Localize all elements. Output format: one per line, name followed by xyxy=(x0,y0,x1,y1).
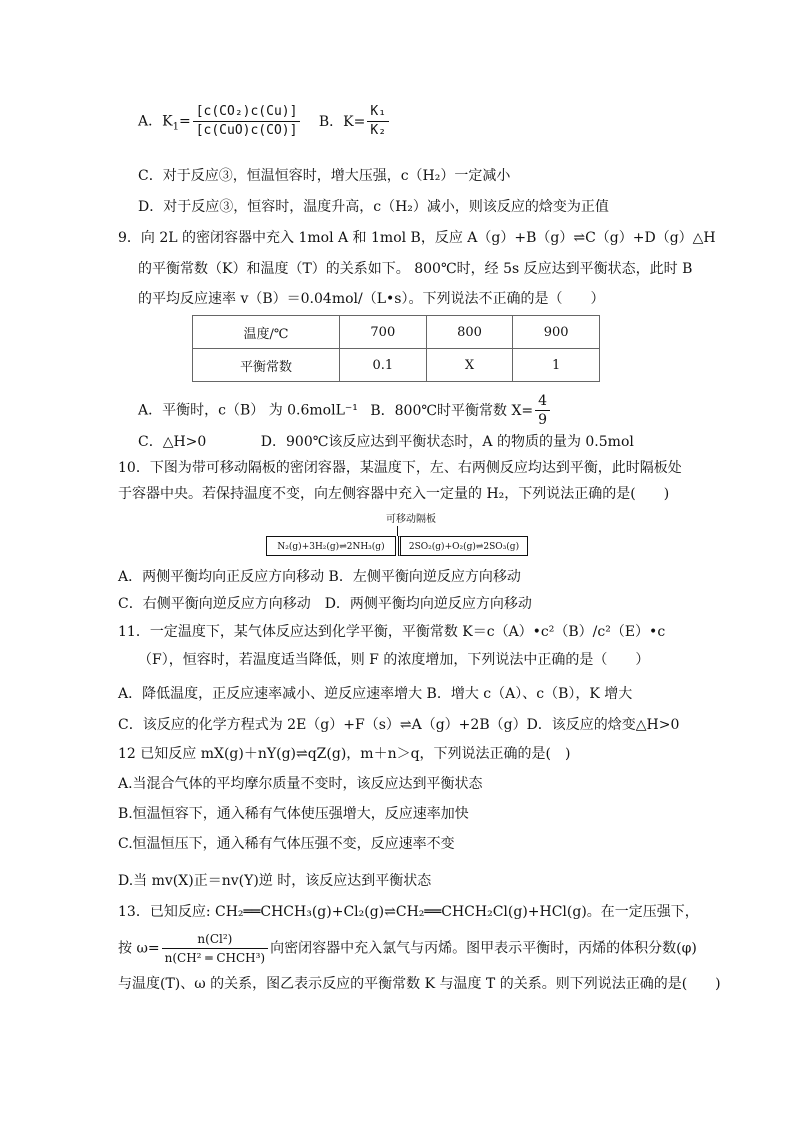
q10-stem-line-1: 10．下图为带可移动隔板的密闭容器，某温度下，左、右两侧反应均达到平衡，此时隔板处 xyxy=(118,460,682,476)
right-chamber: 2SO₂(g)+O₂(g)⇌2SO₃(g) xyxy=(398,536,528,556)
q10-option-cd: C．右侧平衡向逆反应方向移动 D．两侧平衡均向逆反应方向移动 xyxy=(118,596,532,612)
q11-stem-line-2: （F），恒容时，若温度适当降低，则 F 的浓度增加，下列说法中正确的是（ ） xyxy=(138,652,650,668)
partition-pointer xyxy=(397,526,398,536)
q13-stem-line-3: 与温度(T)、ω 的关系，图乙表示反应的平衡常数 K 与温度 T 的关系。则下列说法正确的是( ) xyxy=(118,976,721,992)
movable-partition-label: 可移动隔板 xyxy=(386,514,436,525)
q13-stem-line-2: 按 ω= $\frac{\text{n(Cl²)}}{\text{n(CH² ═ CHCH³)}}$ 向密闭容器中充入氯气与丙烯。图甲表示平衡时，丙烯的体积分数(φ) xyxy=(118,932,697,965)
q8-option-c: C．对于反应③，恒温恒容时，增大压强，c（H₂）一定减小 xyxy=(138,168,511,184)
table-cell: 900 xyxy=(513,316,600,349)
q13-stem-line-1: 13．已知反应: CH₂══CHCH₃(g)+Cl₂(g)⇌CH₂══CHCH₂Cl(g)+HCl(g)。在一定压强下， xyxy=(118,904,699,920)
q12-stem: 12 已知反应 mX(g)＋nY(g)⇌qZ(g)，m＋n＞q，下列说法正确的是( ) xyxy=(118,746,571,762)
q9-b-fraction: $\frac{4}{9}$ xyxy=(535,392,550,429)
table-cell: 1 xyxy=(513,349,600,382)
q9-stem-line-1: 9．向 2L 的密闭容器中充入 1mol A 和 1mol B，反应 A（g）+B（g）⇌C（g）+D（g）△H xyxy=(118,230,716,246)
q10-container-figure xyxy=(266,514,528,558)
q12-option-a: A.当混合气体的平均摩尔质量不变时，该反应达到平衡状态 xyxy=(118,776,483,792)
q9-stem-line-3: 的平均反应速率 v（B）＝0.04mol/（L•s）。下列说法不正确的是（ ） xyxy=(138,291,605,307)
table-row xyxy=(193,316,600,349)
q11-option-ab: A．降低温度，正反应速率减小、逆反应速率增大 B．增大 c（A）、c（B），K 增大 xyxy=(118,686,633,702)
q9-stem-line-2: 的平衡常数（K）和温度（T）的关系如下。 800℃时，经 5s 反应达到平衡状态，此时 B xyxy=(138,261,693,277)
table-cell: 800 xyxy=(426,316,513,349)
q11-option-cd: C．该反应的化学方程式为 2E（g）+F（s）⇌A（g）+2B（g）D．该反应的焓变△H>0 xyxy=(118,717,680,733)
q11-stem-line-1: 11．一定温度下，某气体反应达到化学平衡，平衡常数 K＝c（A）•c²（B）/c²（E）•c xyxy=(118,624,666,640)
table-cell: 0.1 xyxy=(340,349,427,382)
q9-constant-table xyxy=(192,315,600,382)
q10-stem-line-2: 于容器中央。若保持温度不变，向左侧容器中充入一定量的 H₂，下列说法正确的是( ) xyxy=(118,486,670,502)
left-chamber: N₂(g)+3H₂(g)⇌2NH₃(g) xyxy=(266,536,396,556)
table-row xyxy=(193,349,600,382)
table-cell: X xyxy=(426,349,513,382)
q12-option-c: C.恒温恒压下，通入稀有气体压强不变，反应速率不变 xyxy=(118,836,455,852)
q12-option-d: D.当 mv(X)正＝nv(Y)逆 时，该反应达到平衡状态 xyxy=(118,873,432,889)
q9-option-cd: C．△H>0 D．900℃该反应达到平衡状态时，A 的物质的量为 0.5mol xyxy=(138,434,634,450)
q8-option-a: A．$K_1=$ $\frac{\text{[c(CO₂)c(Cu)]}}{\text{[c(CuO)c(CO)]}}$ B．K= $\frac{\text{K₁}}{\text{K₂}}$ xyxy=(138,103,391,140)
q9-option-ab: A．平衡时，c（B） 为 0.6molL⁻¹ B．800℃时平衡常数 X= $\frac{4}{9}$ xyxy=(138,392,552,429)
table-cell: 700 xyxy=(340,316,427,349)
q8-a-fraction: $\frac{\text{[c(CO₂)c(Cu)]}}{\text{[c(CuO)c(CO)]}}$ xyxy=(193,103,301,140)
table-header-constant: 平衡常数 xyxy=(193,349,340,382)
q12-option-b: B.恒温恒容下，通入稀有气体使压强增大，反应速率加快 xyxy=(118,806,469,822)
q8-option-d: D．对于反应③，恒容时，温度升高，c（H₂）减小，则该反应的焓变为正值 xyxy=(138,199,609,215)
q13-omega-fraction: $\frac{\text{n(Cl²)}}{\text{n(CH² ═ CHCH³)}}$ xyxy=(162,930,269,967)
q10-option-ab: A．两侧平衡均向正反应方向移动 B．左侧平衡向逆反应方向移动 xyxy=(118,569,521,585)
table-header-temperature: 温度/℃ xyxy=(193,316,340,349)
q8-b-fraction: $\frac{\text{K₁}}{\text{K₂}}$ xyxy=(367,103,389,140)
